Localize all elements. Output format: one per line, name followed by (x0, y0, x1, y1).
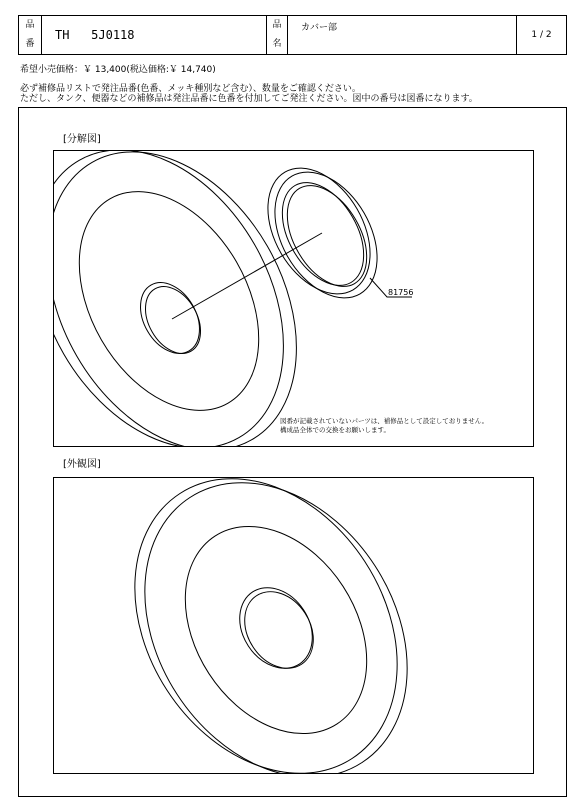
price-line: 希望小売価格：￥ 13,400(税込価格:￥ 14,740) (20, 65, 216, 75)
ring-part-inner-edge (271, 172, 383, 300)
cover-plate-outer (81, 478, 451, 773)
header-table (18, 15, 567, 55)
exploded-view-panel (53, 150, 534, 447)
disclaimer-line: 図番が記載されていないパーツは、補修品として設定しておりません。 (280, 417, 489, 425)
page-number: 1 / 2 (531, 30, 552, 40)
divider (287, 16, 288, 54)
cover-plate-hole-edge (231, 579, 328, 682)
disclaimer-line: 構成品全体での交換をお願いします。 (280, 426, 390, 434)
exploded-view-drawing (54, 151, 533, 446)
ring-part-outer (247, 151, 391, 312)
ring-part-back (254, 154, 398, 316)
label-char: 番 (25, 39, 35, 49)
part-number-label: 81756 (388, 288, 414, 297)
maker-code: TH (55, 28, 70, 42)
note-line: ただし、タンク、便器などの補修品は発注品番に色番を付加してご発注ください。図中の番号は図番になります。 (20, 94, 478, 104)
external-view-panel (53, 477, 534, 774)
label-char: 品 (25, 20, 35, 30)
label-char: 品 (272, 20, 282, 30)
drawing-frame (18, 107, 567, 797)
part-code: 5J0118 (91, 28, 135, 42)
external-view-title: [外観図] (63, 459, 101, 470)
part-name-label (267, 16, 287, 54)
part-number (55, 16, 255, 54)
cover-plate-inner-ring (54, 160, 296, 442)
part-name: カバー部 (301, 23, 338, 33)
cover-plate-inner-ring (148, 492, 404, 767)
exploded-view-title: [分解図] (63, 134, 101, 145)
external-view-drawing (54, 478, 533, 773)
note-line: 必ず補修品リストで発注品番(色番、メッキ種別など含む）、数量をご確認ください。 (20, 84, 361, 94)
cover-plate-back (54, 151, 347, 446)
label-char: 名 (272, 39, 282, 49)
divider (41, 16, 42, 54)
part-code-label (19, 16, 41, 54)
